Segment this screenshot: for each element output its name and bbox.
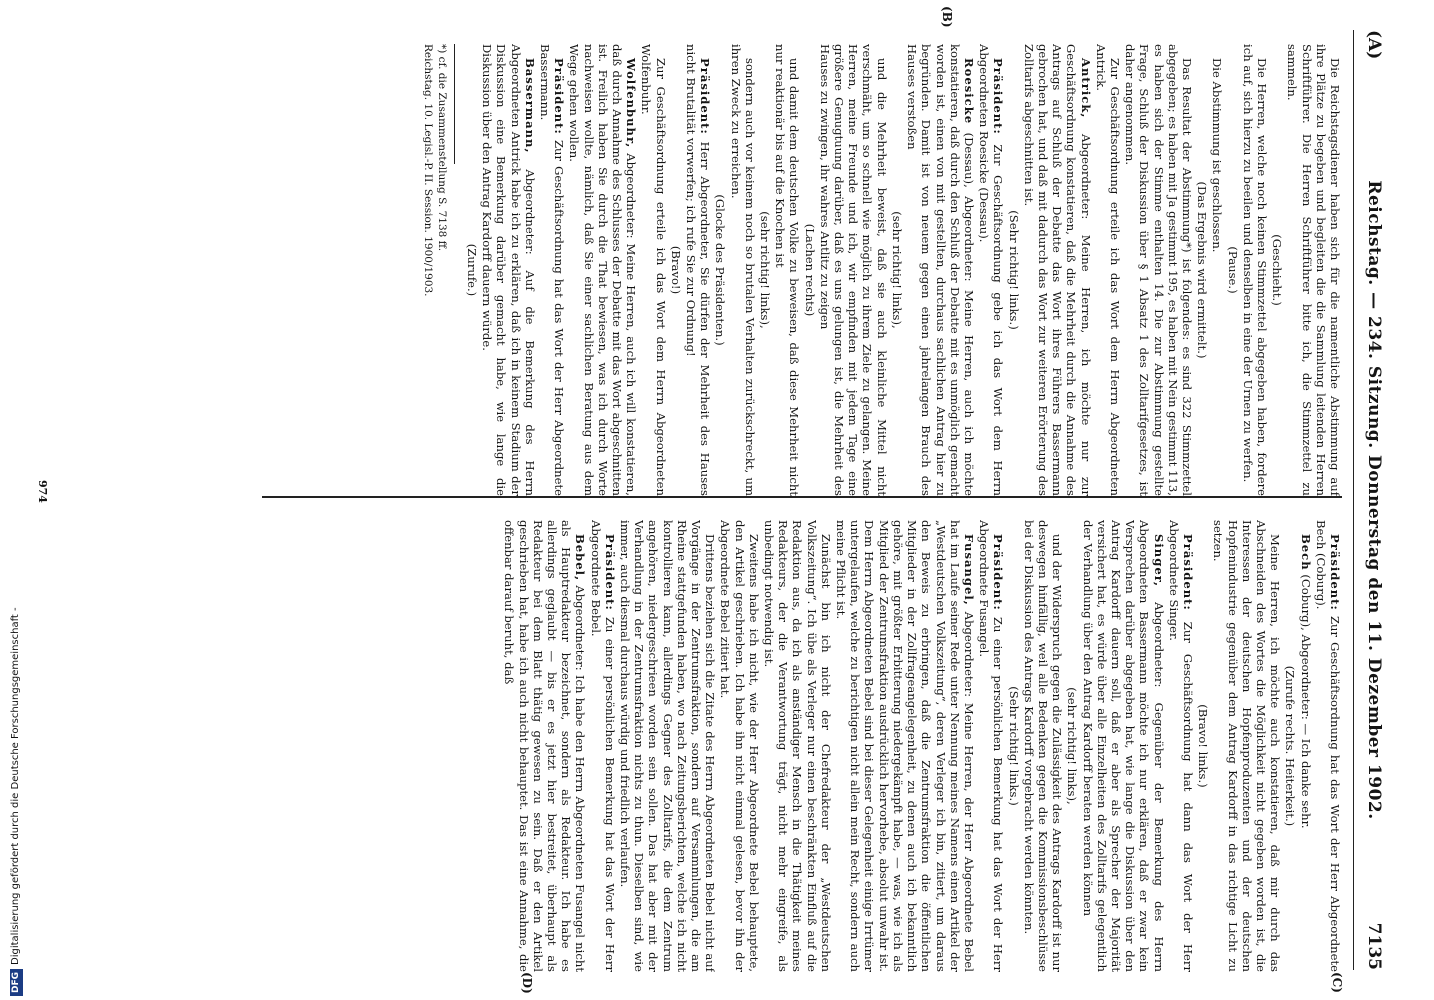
text-paragraph: Meine Herren, ich möchte auch konstatieren, daß mir durch das Abschneiden des Wortes die Möglichkeit nicht gegeben worden ist, die Interessen der deutschen Hopfenproduzenten und der deutschen Hopfenindustrie gegenüber dem Antrag Kardorff in das richtige Licht zu setzen. <box>1211 520 1283 972</box>
speech-paragraph <box>977 44 1005 496</box>
column-divider <box>262 496 1342 498</box>
speaker-name: Präsident: <box>698 58 713 135</box>
text-paragraph: Die Reichstagsdiener haben sich für die namentliche Abstimmung auf ihre Plätze zu begeben und begleiten die die Sammlung leitenden Herren Schriftführer. Die Herren Schriftführer bitte ich, die Stimmzettel zu sammeln. <box>1285 44 1342 496</box>
text-paragraph: Die Abstimmung ist geschlossen. <box>1210 58 1225 253</box>
margin-marker-b: (B) <box>940 6 954 28</box>
speaker-name: Präsident: <box>602 534 617 611</box>
speech-text: Zur Geschäftsordnung hat das Wort der Herr Abgeordnete Bech (Coburg). <box>1313 520 1342 972</box>
footnote: *) cf. die Zusammenstellung S. 7138 ff. <box>435 44 448 252</box>
speech-text: Zur Geschäftsordnung hat das Wort der Herr Abgeordnete Bassermann. <box>538 44 567 496</box>
stage-direction: (Zurufe.) <box>465 243 480 297</box>
speaker-name: Präsident: <box>1328 534 1342 611</box>
speaker-name: Fusangel, <box>961 534 976 606</box>
stage-direction: (Bravo!) <box>668 245 683 295</box>
speech-paragraph <box>480 44 537 496</box>
speech-text: Abgeordneter: Ich habe den Herrn Abgeordneten Fusangel nicht als Hauptredakteur bezeichnet, sondern als Redakteur. Ich habe es allerdings geglaubt — bis er es jetzt hier bestreitet, überhaupt als Redakteur bei dem Blatt thätig gewesen zu sein. Daß er den Artikel geschrieben hat, habe ich auch nicht behauptet. Das ist eine Annahme, die offenbar darauf beruht, daß <box>502 520 588 972</box>
stage-direction: (sehr richtig! links), <box>1065 687 1080 805</box>
text-paragraph: Die Herren, welche noch keinen Stimmzettel abgegeben haben, fordere ich auf, sich hierzu zu beeilen und denselben in eine der Urnen zu werfen. <box>1240 44 1269 496</box>
speech-paragraph <box>834 520 976 972</box>
right-text-column <box>62 520 1342 972</box>
stage-direction: (Glocke des Präsidenten.) <box>713 194 728 346</box>
speech-paragraph <box>567 44 638 496</box>
speaker-name: Bassermann, <box>522 58 537 154</box>
session-line: Reichstag. 10. Legisl.-P. II. Session. 1900/1903. <box>421 44 434 297</box>
stage-direction: (Bravo! links.) <box>1196 704 1211 788</box>
stage-direction: (Sehr richtig! links.) <box>1006 210 1021 330</box>
text-paragraph: und der Widerspruch gegen die Zulässigkeit des Antrags Kardorff ist nur deswegen hinfällig, weil alle Bedenken gegen die Kommissionsbeschlüsse bei der Diskussion des Antrags Kardorff vorgebracht werden könnten. <box>1021 520 1065 972</box>
speech-text: Zur Geschäftsordnung gebe ich das Wort dem Herrn Abgeordneten Roesicke (Dessau). <box>977 44 1006 496</box>
speech-text: Abgeordneter: Meine Herren, auch ich will konstatieren, daß durch Annahme des Schlusses der Debatte mit das Wort abgeschnitten ist. Freilich haben Sie durch die That bewiesen, was ich durch Worte nachweisen wollte, nämlich, daß Sie einer sachlichen Beratung aus dem Wege gehen wollen. <box>567 44 639 496</box>
margin-marker-d: (D) <box>520 972 534 994</box>
stage-direction: (Geschieht.) <box>1270 234 1285 306</box>
stage-direction: (Zurufe rechts. Heiterkeit.) <box>1283 665 1298 827</box>
text-paragraph: und damit dem deutschen Volke zu beweisen, daß diese Mehrheit nicht nur reaktionär bis auf die Knochen ist <box>773 44 802 496</box>
speech-text: (Dessau), Abgeordneter: Meine Herren, auch ich möchte konstatieren, daß durch den Schluß der Debatte mit es unmöglich gemacht worden ist, einen von mit gestellten, durchaus sachlichen Antrag hier zu begründen. Damit ist von neuem gegen einen jahrelangen Brauch des Hauses verstoßen <box>905 44 976 496</box>
speech-text: Zu einer persönlichen Bemerkung hat das Wort der Herr Abgeordnete Bebel. <box>588 520 617 972</box>
text-paragraph: sondern auch vor keinem noch so brutalen Verhalten zurückschreckt, um ihren Zweck zu erreichen. <box>728 44 757 496</box>
speaker-name: Roesicke <box>961 58 976 125</box>
speech-text: Zu einer persönlichen Bemerkung hat das Wort der Herr Abgeordnete Fusangel. <box>977 520 1006 972</box>
text-paragraph: Zweitens habe ich nicht, wie der Herr Abgeordnete Bebel behauptete, den Artikel geschrieben. Ich habe ihn nicht einmal gelesen, bevor ihn der Abgeordnete Bebel zitiert hat. <box>718 520 761 972</box>
speech-paragraph <box>1298 520 1312 972</box>
speech-text: Abgeordneter: Meine Herren, ich möchte nur zur Geschäftsordnung konstatieren, daß die Mehrheit durch die Annahme des Antrags auf Schluß der Debatte das Wort ihres Führers Bassermann gebrochen hat, und daß mit dadurch das Wort zur weiteren Erörterung des Zolltarifs abgeschnitten ist. <box>1021 44 1093 496</box>
speech-text: (Coburg), Abgeordneter: — Ich danke sehr. <box>1298 570 1313 829</box>
dfg-logo: DFG <box>10 969 23 996</box>
left-text-column <box>62 44 1342 496</box>
stage-direction: (Das Ergebnis wird ermittelt.) <box>1195 181 1210 359</box>
text-paragraph: Zur Geschäftsordnung erteile ich das Wort dem Herrn Abgeordneten Antrick. <box>1093 44 1122 496</box>
text-paragraph: Zunächst bin ich nicht der Chefredakteur der „Westdeutschen Volkszeitung“. Ich übe als Verleger nur einen beschränkten Einfluß auf die Redaktion aus, da ich als anständiger Mensch in die Thätigkeit meines Redakteurs, der die Verantwortung trägt, nicht mehr eingreife, als unbedingt notwendig ist. <box>762 520 833 972</box>
stage-direction: (Pause.) <box>1225 246 1240 294</box>
text-paragraph: Das Resultat der Abstimmung*) ist folgendes: es sind 322 Stimmzettel abgegeben; es haben mit Ja gestimmt 195, es haben mit Nein gestimmt 113, es haben sich der Stimme enthalten 14. Die zur Abstimmung gestellte Frage, Schluß der Diskussion über § 1 Absatz 1 des Zolltarifgesetzes, ist daher angenommen. <box>1123 44 1194 496</box>
text-paragraph: Zur Geschäftsordnung erteile ich das Wort dem Herrn Abgeordneten Wolfenbuhr. <box>639 44 668 496</box>
speech-paragraph <box>538 44 566 496</box>
speech-paragraph <box>1314 520 1342 972</box>
digitization-note: Digitalisierung gefördert durch die Deutsche Forschungsgemeinschaft - <box>10 607 21 965</box>
stage-direction: (sehr richtig! links), <box>889 211 904 329</box>
speech-text: Zur Geschäftsordnung hat dann das Wort der Herr Abgeordnete Singer. <box>1166 520 1195 972</box>
footnote-rule <box>454 44 455 164</box>
speech-text: Abgeordneter: Auf die Bemerkung des Herrn Abgeordneten Antrick habe ich zu erklären, daß ich in keinem Stadium der Diskussion eine Bemerkung darüber gemacht habe, wie lange die Diskussion über den Antrag Kardorff dauern würde. <box>480 44 537 496</box>
running-title: Reichstag. — 234. Sitzung. Donnerstag den 11. Dezember 1902. <box>1364 180 1384 820</box>
speaker-name: Antrick, <box>1078 58 1093 119</box>
speech-paragraph <box>1167 520 1195 972</box>
speech-paragraph <box>977 520 1005 972</box>
speech-paragraph <box>1022 44 1093 496</box>
speech-paragraph <box>1080 520 1165 972</box>
speaker-name: Bebel, <box>573 534 588 582</box>
footer-page-number: 974 <box>36 480 49 503</box>
text-paragraph: und die Mehrheit beweist, daß sie auch kleinliche Mittel nicht verschmäht, um so schnell wie möglich zu ihrem Ziele zu gelangen. Meine Herren, meine Freunde und ich, wir empfinden mit jedem Tage eine größere Genugtuung darüber, daß es uns gelungen ist, die Mehrheit des Hauses zu zwingen, ihr wahres Antlitz zu zeigen <box>817 44 889 496</box>
stage-direction: (Sehr richtig! links.) <box>1006 686 1021 806</box>
margin-marker-a: (A) <box>1364 30 1384 60</box>
speaker-name: Präsident: <box>552 58 567 135</box>
speaker-name: Präsident: <box>1180 534 1195 611</box>
speech-text: Herr Abgeordneter, Sie dürfen der Mehrheit des Hauses nicht Brutalität vorwerfen; ich rufe Sie zur Ordnung! <box>684 44 713 496</box>
text-paragraph: Drittens beziehen sich die Zitate des Herrn Abgeordneten Bebel nicht auf Vorgänge in der Zentrumsfraktion, sondern auf Versammlungen, die am Rheine stattgefunden haben, wo nach Zeitungsberichten, welche ich nicht kontrollieren kann, allerdings Gegner des Zolltarifs, die dem Zentrum angehören, niedergeschrieen worden sein sollen. Das hat aber mit der Verhandlung in der Zentrumsfraktion nichts zu thun. Dieselben sind, wie immer, auch diesmal durchaus würdig und friedlich verlaufen. <box>618 520 718 972</box>
digitization-strip <box>8 600 24 996</box>
speech-text: Abgeordneter: Gegenüber der Bemerkung des Herrn Abgeordneten Bassermann möchte ich nur erklären, daß er zwar kein Versprechen darüber abgegeben hat, wie lange die Diskussion über den Antrag Kardorff dauern soll, daß er aber als Sprecher der Majorität versichert hat, es würde über alle Einzelheiten des Zolltarifs gelegentlich der Verhandlung über den Antrag Kardorff beraten werden können <box>1080 520 1166 972</box>
page-header <box>1353 30 1394 970</box>
stage-direction: (sehr richtig! links), <box>758 211 773 329</box>
speaker-name: Wolfenbuhr, <box>624 58 639 149</box>
page-number: 7135 <box>1364 922 1384 970</box>
stage-direction: (Lachen rechts) <box>802 223 817 317</box>
speaker-name: Singer, <box>1151 534 1166 587</box>
speech-paragraph <box>588 520 616 972</box>
speaker-name: Präsident: <box>991 58 1006 135</box>
speech-paragraph <box>684 44 712 496</box>
margin-marker-c: (C) <box>1330 972 1344 993</box>
speech-paragraph <box>502 520 587 972</box>
speaker-name: Präsident: <box>991 534 1006 611</box>
speech-paragraph <box>905 44 976 496</box>
speaker-name: Bech <box>1298 534 1313 571</box>
speech-text: Abgeordneter: Meine Herren, der Herr Abgeordnete Bebel hat im Laufe seiner Rede unter Nennung meines Namens einen Artikel der „Westdeutschen Volkszeitung“, deren Verleger ich bin, zitiert, um daraus den Beweis zu erbringen, daß die Zentrumsfraktion die öffentlichen Mitglieder in der Zollfrageangelegenheit, zu denen auch ich bekanntlich gehöre, mit größter Erbitterung niedergekämpft habe, — was, wie ich als Mitglied der Zentrumsfraktion ausdrücklich hervorhebe, absolut unwahr ist. Dem Herrn Abgeordneten Bebel sind bei dieser Gelegenheit einige Irrtümer untergelaufen, welche zu berichtigen nicht allein mein Recht, sondern auch meine Pflicht ist. <box>834 520 976 972</box>
